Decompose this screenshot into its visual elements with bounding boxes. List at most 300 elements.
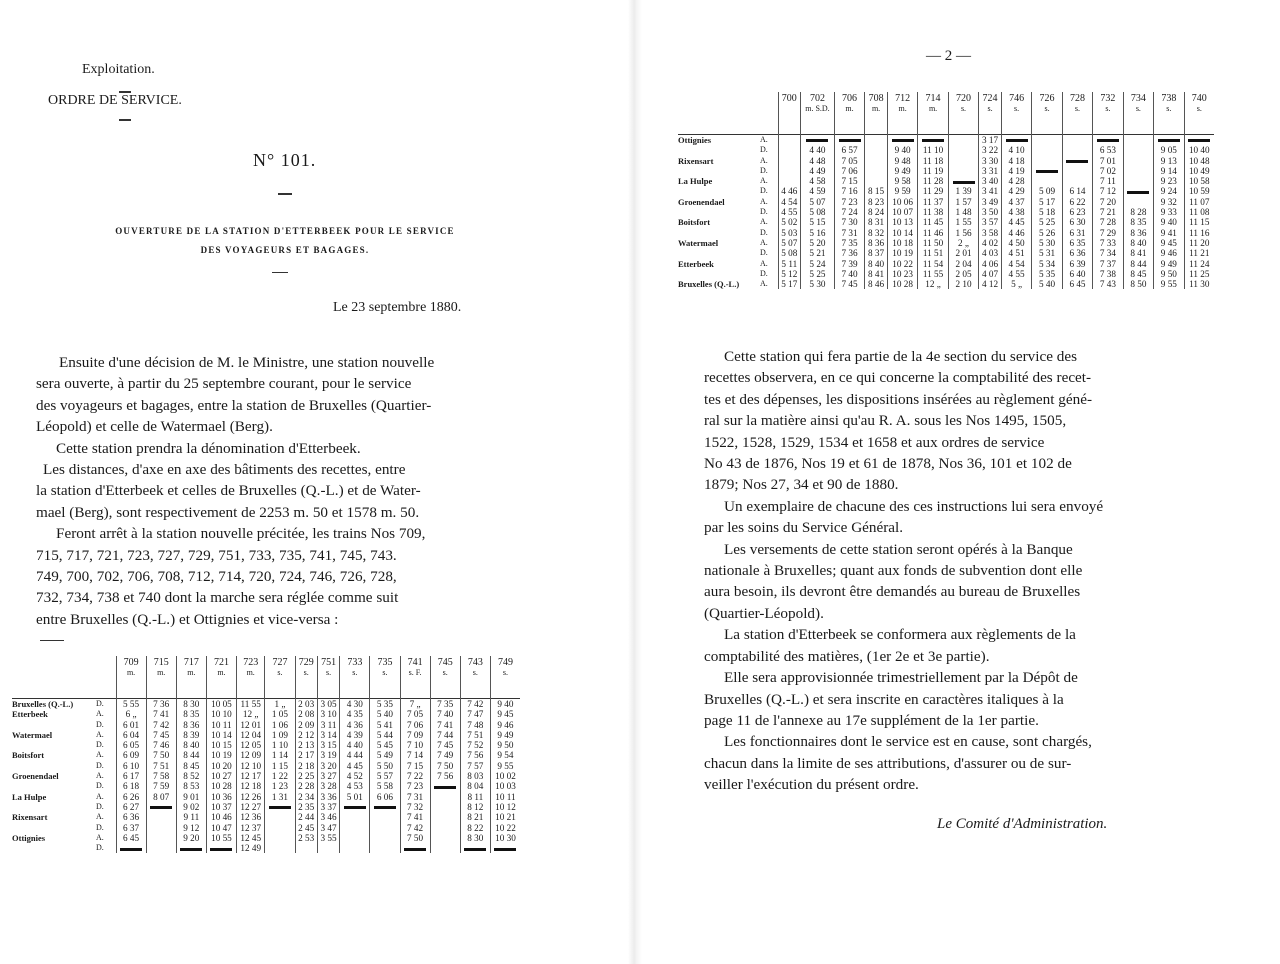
time-cell — [317, 843, 339, 853]
train-number: 751 — [321, 657, 337, 668]
time-cell: 5 35 — [370, 699, 400, 710]
table-row — [12, 781, 520, 791]
time-cell: 7 05 — [400, 709, 430, 719]
time-cell: 9 59 — [887, 186, 917, 196]
time-cell: 5 45 — [370, 740, 400, 750]
time-cell — [265, 812, 295, 822]
table-row — [678, 238, 1214, 248]
time-cell: 9 01 — [176, 792, 206, 802]
table-row — [678, 135, 1214, 146]
time-cell: 4 45 — [340, 761, 370, 771]
station-name — [678, 207, 760, 217]
time-cell: 4 40 — [801, 145, 835, 155]
time-cell: 8 36 — [1123, 228, 1153, 238]
train-number: 727 — [272, 657, 288, 668]
time-cell: 2 03 — [295, 699, 317, 710]
time-cell: 11 46 — [918, 228, 948, 238]
time-cell: 3 11 — [317, 720, 339, 730]
table-row — [12, 792, 520, 802]
no-stop-bar — [269, 806, 291, 809]
time-cell: 10 59 — [1184, 186, 1214, 196]
text-line: Cette station qui fera partie de la 4e section du service des — [724, 348, 1077, 365]
station-name — [678, 269, 760, 279]
time-cell: 7 42 — [400, 823, 430, 833]
time-cell: 2 13 — [295, 740, 317, 750]
station-name: Rixensart — [678, 155, 714, 166]
time-cell: 4 10 — [1001, 145, 1031, 155]
time-cell: 12 26 — [237, 792, 265, 802]
time-cell: 4 07 — [979, 269, 1002, 279]
time-cell: 10 03 — [490, 781, 520, 791]
time-cell: 9 14 — [1154, 166, 1184, 176]
time-cell: 11 19 — [918, 166, 948, 176]
time-cell: 3 10 — [317, 709, 339, 719]
time-cell: 3 36 — [317, 792, 339, 802]
time-cell: 11 18 — [918, 156, 948, 166]
time-cell: 5 21 — [801, 248, 835, 258]
text-line: tes et des dépenses, les dispositions insérées au règlement géné- — [704, 390, 1093, 408]
train-column-header — [1001, 92, 1031, 135]
time-cell: 2 25 — [295, 771, 317, 781]
time-cell: 10 15 — [206, 740, 236, 750]
time-cell: 3 31 — [979, 166, 1002, 176]
time-cell — [146, 823, 176, 833]
time-cell: 2 28 — [295, 781, 317, 791]
time-cell: 1 31 — [265, 792, 295, 802]
train-column-header — [370, 656, 400, 699]
time-cell: 9 49 — [887, 166, 917, 176]
body-text — [704, 346, 1190, 796]
time-cell: 7 31 — [400, 792, 430, 802]
time-cell: 9 12 — [176, 823, 206, 833]
time-cell — [1123, 156, 1153, 166]
time-cell: 1 14 — [265, 750, 295, 760]
station-header — [678, 92, 760, 135]
arrival-departure-marker: A. — [96, 709, 104, 719]
table-row — [12, 771, 520, 781]
time-cell: 10 36 — [206, 792, 236, 802]
arrival-departure-marker: D. — [760, 248, 768, 258]
train-column-header — [1062, 92, 1092, 135]
time-cell — [948, 135, 978, 146]
station-name — [12, 843, 96, 853]
time-cell — [265, 833, 295, 843]
time-cell: 6 40 — [1062, 269, 1092, 279]
train-number: 700 — [781, 93, 797, 104]
text-line: entre Bruxelles (Q.-L.) et Ottignies et vice-versa : — [36, 610, 339, 628]
time-cell — [1001, 135, 1031, 146]
time-cell — [430, 833, 460, 843]
time-cell: 5 18 — [1032, 207, 1062, 217]
time-cell: 7 45 — [834, 279, 864, 289]
no-stop-bar — [180, 848, 202, 851]
arrival-departure-marker: D. — [96, 801, 104, 811]
time-cell: 8 40 — [865, 259, 888, 269]
time-cell: 4 03 — [979, 248, 1002, 258]
table-row — [12, 843, 520, 853]
time-cell — [1032, 156, 1062, 166]
arrival-departure-marker: A. — [760, 217, 768, 227]
time-cell — [146, 812, 176, 822]
time-cell: 5 30 — [801, 279, 835, 289]
text-line: mael (Berg), sont respectivement de 2253 m. 50 et 1578 m. 50. — [36, 503, 420, 521]
time-cell: 11 15 — [1184, 217, 1214, 227]
train-number: 721 — [213, 657, 229, 668]
time-cell: 5 35 — [1032, 269, 1062, 279]
time-cell: 7 10 — [400, 740, 430, 750]
paragraph — [704, 667, 1190, 731]
time-cell: 9 40 — [1154, 217, 1184, 227]
train-column-header — [490, 656, 520, 699]
paragraph — [704, 624, 1190, 667]
time-cell: 8 30 — [176, 699, 206, 710]
time-cell: 8 12 — [460, 802, 490, 812]
time-cell: 9 49 — [490, 730, 520, 740]
time-cell: 2 45 — [295, 823, 317, 833]
time-cell: 10 22 — [887, 259, 917, 269]
time-cell: 5 44 — [370, 730, 400, 740]
time-cell — [948, 145, 978, 155]
time-cell: 5 25 — [1032, 217, 1062, 227]
time-cell: 6 45 — [1062, 279, 1092, 289]
no-stop-bar — [434, 786, 456, 789]
time-cell — [778, 166, 801, 176]
train-column-header — [887, 92, 917, 135]
text-line: par les soins du Service Général. — [704, 519, 904, 537]
time-cell: 9 33 — [1154, 207, 1184, 217]
time-cell — [778, 145, 801, 155]
time-cell — [265, 843, 295, 853]
time-cell: 10 37 — [206, 802, 236, 812]
time-cell: 12 09 — [237, 750, 265, 760]
time-cell: 7 45 — [430, 740, 460, 750]
time-cell: 1 22 — [265, 771, 295, 781]
time-cell: 2 04 — [948, 259, 978, 269]
time-cell: 2 53 — [295, 833, 317, 843]
time-cell: 3 40 — [979, 176, 1002, 186]
train-period: s. — [382, 668, 388, 677]
text-line: Elle sera approvisionnée trimestriellement par la Dépôt de — [724, 669, 1078, 687]
time-cell: 7 33 — [1093, 238, 1123, 248]
time-cell: 7 56 — [430, 771, 460, 781]
time-cell: 7 42 — [146, 720, 176, 730]
time-cell: 8 24 — [865, 207, 888, 217]
time-cell — [1032, 135, 1062, 146]
time-cell: 7 52 — [460, 740, 490, 750]
time-cell: 7 11 — [1093, 176, 1123, 186]
train-number: 729 — [298, 657, 314, 668]
time-cell: 7 20 — [1093, 197, 1123, 207]
title-line: OUVERTURE DE LA STATION D'ETTERBEEK POUR LE SERVICE — [115, 226, 455, 236]
train-number: 720 — [956, 93, 971, 104]
time-cell: 7 36 — [834, 248, 864, 258]
time-cell: 7 15 — [400, 761, 430, 771]
time-cell: 5 20 — [801, 238, 835, 248]
time-cell: 12 „ — [918, 279, 948, 289]
time-cell — [1123, 197, 1153, 207]
train-number: 740 — [1191, 93, 1207, 104]
time-cell: 10 49 — [1184, 166, 1214, 176]
time-cell: 7 50 — [430, 761, 460, 771]
time-cell: 3 15 — [317, 740, 339, 750]
table-row — [12, 730, 520, 740]
time-cell: 1 „ — [265, 699, 295, 710]
time-cell: 5 07 — [801, 197, 835, 207]
text-line: 1522, 1528, 1529, 1534 et 1658 et aux ordres de service — [704, 433, 1045, 451]
text-line: recettes observera, en ce qui concerne la comptabilité des recet- — [704, 369, 1092, 387]
time-cell: 8 28 — [1123, 207, 1153, 217]
time-cell: 5 40 — [370, 709, 400, 719]
time-cell: 8 11 — [460, 792, 490, 802]
time-cell: 4 12 — [979, 279, 1002, 289]
no-stop-bar — [953, 181, 975, 184]
train-column-header — [400, 656, 430, 699]
station-name: La Hulpe — [678, 176, 713, 187]
time-cell: 12 45 — [237, 833, 265, 843]
train-period: m. — [157, 668, 166, 677]
time-cell: 4 55 — [1001, 269, 1031, 279]
text-line: No 43 de 1876, Nos 19 et 61 de 1878, Nos 36, 101 et 102 de — [704, 455, 1072, 473]
time-cell: 6 01 — [116, 720, 146, 730]
time-cell: 7 41 — [430, 720, 460, 730]
time-cell: 11 37 — [918, 197, 948, 207]
time-cell: 6 36 — [1062, 248, 1092, 258]
time-cell — [1062, 156, 1092, 166]
time-cell: 4 37 — [1001, 197, 1031, 207]
time-cell: 9 24 — [1154, 186, 1184, 196]
arrival-departure-marker: D. — [96, 719, 104, 729]
no-stop-bar — [120, 848, 142, 851]
table-row — [678, 259, 1214, 269]
no-stop-bar — [1158, 139, 1180, 142]
time-cell: 5 „ — [1001, 279, 1031, 289]
train-period: s. — [442, 668, 448, 677]
time-cell: 4 46 — [1001, 228, 1031, 238]
train-period: s. — [1196, 104, 1202, 113]
time-cell: 7 23 — [400, 781, 430, 791]
table-row — [678, 207, 1214, 217]
time-cell: 7 30 — [834, 217, 864, 227]
time-cell: 8 35 — [176, 709, 206, 719]
time-cell: 8 21 — [460, 812, 490, 822]
arrival-departure-marker: A. — [96, 771, 104, 781]
time-cell: 3 50 — [979, 207, 1002, 217]
time-cell: 9 55 — [1154, 279, 1184, 289]
time-cell: 11 16 — [1184, 228, 1214, 238]
time-cell — [340, 833, 370, 843]
time-cell: 6 09 — [116, 750, 146, 760]
paragraph — [36, 459, 520, 523]
train-number: 715 — [153, 657, 169, 668]
table-row — [12, 720, 520, 730]
time-cell: 12 04 — [237, 730, 265, 740]
time-cell — [430, 792, 460, 802]
text-line: page 11 de l'annexe au 17e supplément de la 1er partie. — [704, 711, 1039, 729]
time-cell: 9 41 — [1154, 228, 1184, 238]
paragraph — [36, 438, 520, 459]
text-line: Ensuite d'une décision de M. le Ministre, une station nouvelle — [59, 354, 435, 371]
time-cell: 1 56 — [948, 228, 978, 238]
time-cell: 8 45 — [1123, 269, 1153, 279]
time-cell: 4 38 — [1001, 207, 1031, 217]
no-stop-bar — [374, 806, 396, 809]
time-cell — [176, 843, 206, 853]
ad-header — [96, 656, 116, 699]
time-cell: 4 45 — [1001, 217, 1031, 227]
time-cell: 8 22 — [460, 823, 490, 833]
paragraph — [704, 496, 1190, 539]
no-stop-bar — [1006, 139, 1028, 142]
time-cell: 10 05 — [206, 699, 236, 710]
time-cell: 8 40 — [176, 740, 206, 750]
time-cell: 11 25 — [1184, 269, 1214, 279]
time-cell: 8 32 — [865, 228, 888, 238]
time-cell: 7 15 — [834, 176, 864, 186]
station-name: Rixensart — [12, 812, 48, 823]
time-cell: 1 57 — [948, 197, 978, 207]
time-cell: 10 19 — [206, 750, 236, 760]
time-cell: 3 41 — [979, 186, 1002, 196]
no-stop-bar — [494, 848, 516, 851]
arrival-departure-marker: A. — [760, 176, 768, 186]
time-cell: 1 39 — [948, 186, 978, 196]
time-cell — [865, 135, 888, 146]
time-cell: 9 11 — [176, 812, 206, 822]
station-name — [12, 740, 96, 750]
train-period: s. — [1014, 104, 1020, 113]
time-cell: 5 40 — [1032, 279, 1062, 289]
text-line: Feront arrêt à la station nouvelle précitée, les trains Nos 709, — [56, 525, 426, 543]
table-row — [12, 740, 520, 750]
time-cell: 2 01 — [948, 248, 978, 258]
time-cell: 4 35 — [340, 709, 370, 719]
no-stop-bar — [922, 139, 944, 142]
time-cell: 4 58 — [801, 176, 835, 186]
department-label: Exploitation. — [82, 62, 155, 77]
time-cell — [370, 843, 400, 853]
time-cell: 7 34 — [1093, 248, 1123, 258]
text-line: 749, 700, 702, 706, 708, 712, 714, 720, 724, 746, 726, 728, — [36, 568, 397, 586]
time-cell: 9 46 — [490, 720, 520, 730]
station-name: Groenendael — [12, 771, 59, 782]
time-cell: 7 31 — [834, 228, 864, 238]
text-line: aura besoin, ils devront être demandés au bureau de Bruxelles — [704, 583, 1081, 601]
text-line: Léopold) et celle de Watermael (Berg). — [36, 418, 273, 436]
time-cell: 12 18 — [237, 781, 265, 791]
time-cell — [460, 843, 490, 853]
time-cell — [370, 833, 400, 843]
text-line: ral sur la matière ainsi qu'au R. A. sous les Nos 1495, 1505, — [704, 412, 1067, 430]
time-cell: 8 36 — [865, 238, 888, 248]
train-column-header — [979, 92, 1002, 135]
table-row — [678, 156, 1214, 166]
train-column-header — [116, 656, 146, 699]
time-cell: 12 49 — [237, 843, 265, 853]
train-period: s. — [1166, 104, 1172, 113]
time-cell: 11 20 — [1184, 238, 1214, 248]
time-cell: 8 41 — [865, 269, 888, 279]
time-cell: 4 49 — [801, 166, 835, 176]
train-number: 732 — [1100, 93, 1116, 104]
train-number: 723 — [243, 657, 259, 668]
train-number: 746 — [1009, 93, 1025, 104]
time-cell: 10 20 — [206, 761, 236, 771]
time-cell: 10 22 — [490, 823, 520, 833]
time-cell: 8 35 — [1123, 217, 1153, 227]
train-period: m. — [126, 668, 136, 677]
time-cell: 9 13 — [1154, 156, 1184, 166]
time-cell: 4 18 — [1001, 156, 1031, 166]
text-line: sera ouverte, à partir du 25 septembre courant, pour le service — [36, 375, 412, 393]
time-cell: 11 55 — [918, 269, 948, 279]
time-cell: 7 47 — [460, 709, 490, 719]
time-cell: 7 29 — [1093, 228, 1123, 238]
station-name: Bruxelles (Q.-L.) — [678, 279, 740, 290]
time-cell: 8 46 — [865, 279, 888, 289]
train-period: s. — [502, 668, 508, 677]
arrival-departure-marker: A. — [760, 135, 768, 144]
time-cell — [490, 843, 520, 853]
train-period: m. — [845, 104, 854, 113]
train-period: m. — [187, 668, 196, 677]
time-cell: 3 20 — [317, 761, 339, 771]
station-name: Bruxelles (Q.-L.) — [12, 699, 74, 709]
time-cell: 4 59 — [801, 186, 835, 196]
time-cell: 7 09 — [400, 730, 430, 740]
arrival-departure-marker: A. — [96, 791, 104, 801]
time-cell: 2 18 — [295, 761, 317, 771]
time-cell: 2 12 — [295, 730, 317, 740]
table-row — [678, 145, 1214, 155]
time-cell: 3 46 — [317, 812, 339, 822]
time-cell: 5 50 — [370, 761, 400, 771]
time-cell: 11 55 — [237, 699, 265, 710]
table-row — [12, 833, 520, 843]
train-column-header — [265, 656, 295, 699]
train-number: 706 — [842, 93, 858, 104]
time-cell: 5 08 — [801, 207, 835, 217]
time-cell: 2 17 — [295, 750, 317, 760]
time-cell: 10 19 — [887, 248, 917, 258]
time-cell: 10 18 — [887, 238, 917, 248]
no-stop-bar — [150, 806, 172, 809]
time-cell: 3 19 — [317, 750, 339, 760]
time-cell: 7 45 — [146, 730, 176, 740]
train-number: 724 — [982, 93, 998, 104]
station-name — [678, 186, 760, 196]
time-cell: 1 23 — [265, 781, 295, 791]
time-cell: 2 35 — [295, 802, 317, 812]
time-cell: 7 50 — [146, 750, 176, 760]
text-line: Les versements de cette station seront opérés à la Banque — [724, 540, 1073, 558]
time-cell: 5 41 — [370, 720, 400, 730]
time-cell: 12 27 — [237, 802, 265, 812]
time-cell: 4 48 — [801, 156, 835, 166]
time-cell: 8 44 — [1123, 259, 1153, 269]
time-cell: 9 55 — [490, 761, 520, 771]
time-cell — [1123, 186, 1153, 196]
time-cell: 6 14 — [1062, 186, 1092, 196]
time-cell — [1032, 166, 1062, 176]
time-cell: 1 15 — [265, 761, 295, 771]
station-name — [12, 823, 96, 833]
time-cell: 7 05 — [834, 156, 864, 166]
time-cell: 1 09 — [265, 730, 295, 740]
time-cell: 11 28 — [918, 176, 948, 186]
time-cell: 6 45 — [116, 833, 146, 843]
text-line: Bruxelles (Q.-L.) et sera inscrite en caractères italiques à la — [704, 690, 1064, 708]
text-line: 732, 734, 738 et 740 dont la marche sera réglée comme suit — [36, 589, 399, 607]
